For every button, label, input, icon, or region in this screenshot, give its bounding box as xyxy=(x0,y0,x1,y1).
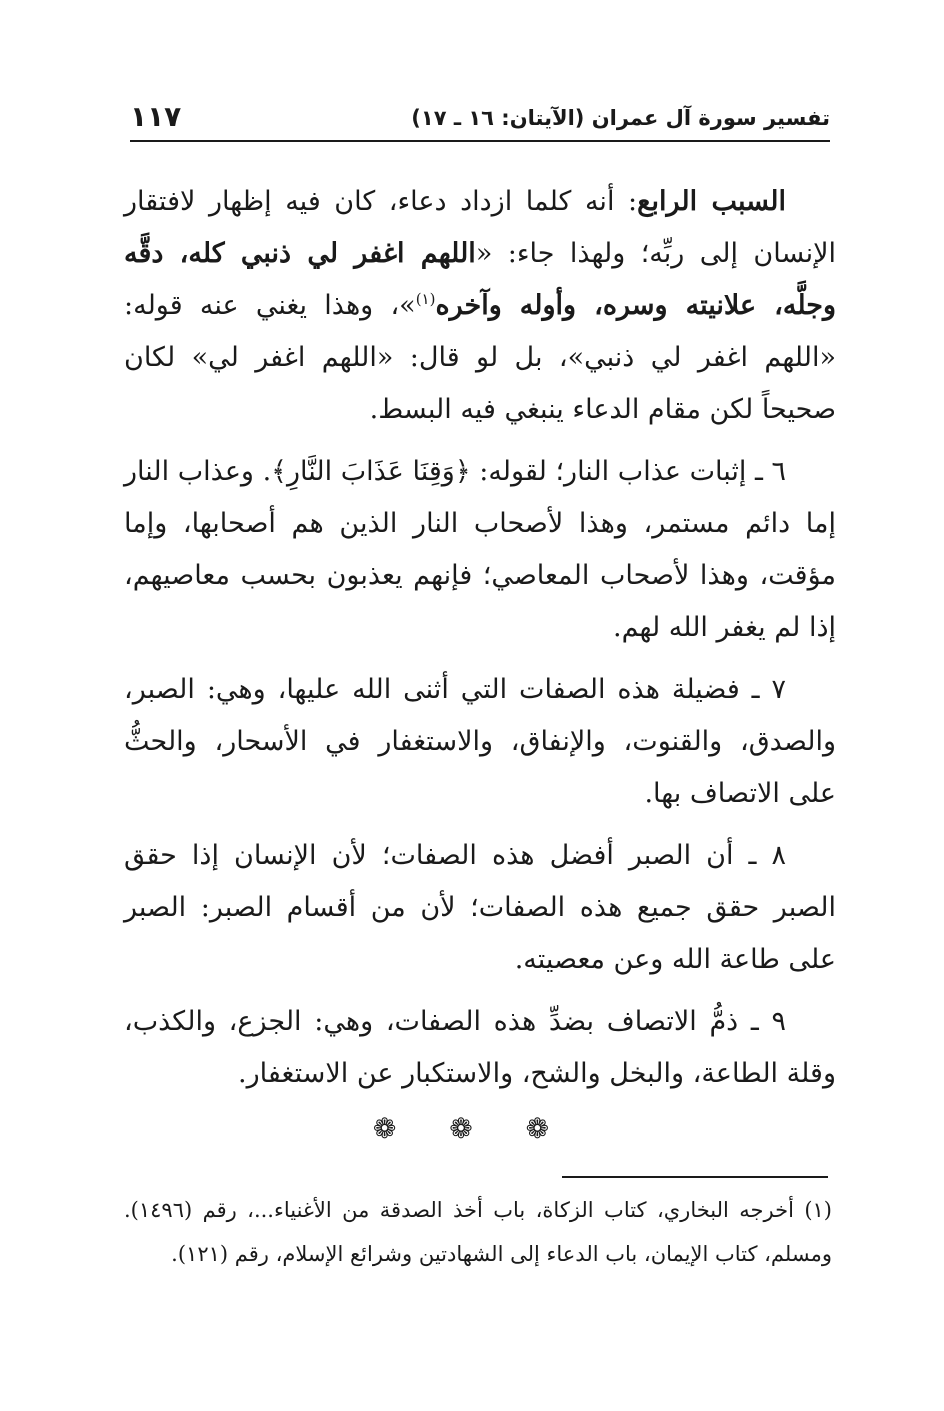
reason-text-continued: »، وهذا يغني عنه قوله: «اللهم اغفر لي ذنبي»، بل لو قال: «اللهم اغفر لي» لكان صحيحاً لكن مقام الدعاء ينبغي فيه البسط. xyxy=(124,290,836,425)
footnotes xyxy=(124,1188,832,1276)
main-text xyxy=(124,176,836,1110)
footnote-marker: (١) xyxy=(415,290,436,308)
paragraph-reason-four xyxy=(124,176,836,436)
paragraph-point-7: ٧ ـ فضيلة هذه الصفات التي أثنى الله عليها، وهي: الصبر، والصدق، والقنوت، والإنفاق، والاستغفار في الأسحار، والحثُّ على الاتصاف بها. xyxy=(124,674,836,809)
hadith-quote: اللهم اغفر لي ذنبي كله، دقَّه وجلَّه، علانيته وسره، وأوله وآخره xyxy=(124,238,836,321)
running-header xyxy=(130,96,830,142)
reason-heading: السبب الرابع xyxy=(637,186,786,217)
section-divider-ornaments: ❁ ❁ ❁ xyxy=(372,1112,572,1145)
footnote-separator xyxy=(562,1176,828,1178)
paragraph-point-6: ٦ ـ إثبات عذاب النار؛ لقوله: ﴿وَقِنَا عَذَابَ النَّارِ﴾. وعذاب النار إما دائم مستمر، وهذا لأصحاب النار الذين هم أصحابها، وإما مؤقت، وهذا لأصحاب المعاصي؛ فإنهم يعذبون بحسب معاصيهم، إذا لم يغفر الله لهم. xyxy=(124,456,836,643)
paragraph-point-9: ٩ ـ ذمُّ الاتصاف بضدِّ هذه الصفات، وهي: الجزع، والكذب، وقلة الطاعة، والبخل والشح، والاستكبار عن الاستغفار. xyxy=(124,1006,836,1089)
chapter-title: تفسير سورة آل عمران (الآيتان: ١٦ ـ ١٧) xyxy=(411,106,830,130)
page-number: ١١٧ xyxy=(130,100,182,133)
reason-text: : أنه كلما ازداد دعاء، كان فيه إظهار لافتقار الإنسان إلى ربِّه؛ ولهذا جاء: « xyxy=(124,186,836,269)
footnote-1: (١) أخرجه البخاري، كتاب الزكاة، باب أخذ الصدقة من الأغنياء...، رقم (١٤٩٦). ومسلم، كتاب الإيمان، باب الدعاء إلى الشهادتين وشرائع الإسلام، رقم (١٢١). xyxy=(124,1198,832,1266)
paragraph-point-8: ٨ ـ أن الصبر أفضل هذه الصفات؛ لأن الإنسان إذا حقق الصبر حقق جميع هذه الصفات؛ لأن من أقسام الصبر: الصبر على طاعة الله وعن معصيته. xyxy=(124,840,836,975)
